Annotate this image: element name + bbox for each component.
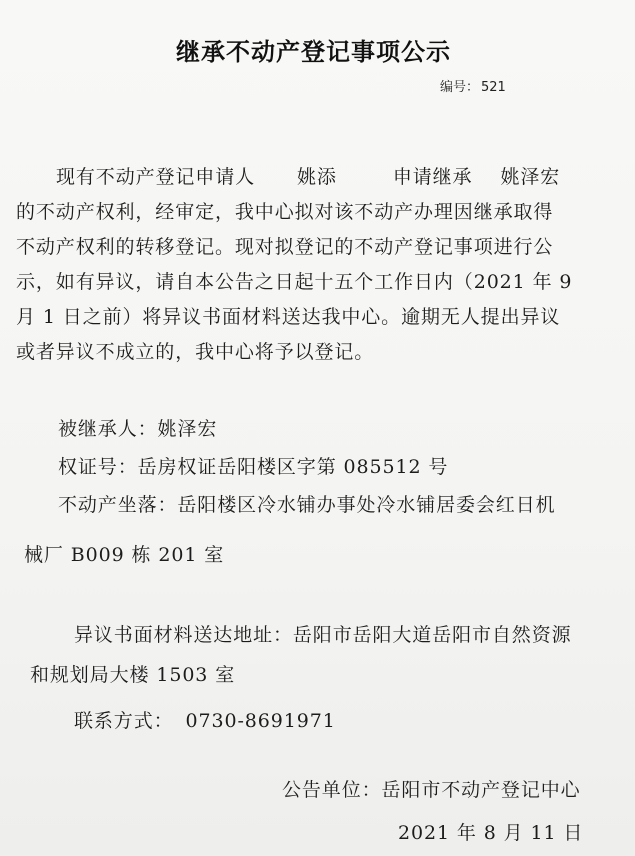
body-line-4: 示，如有异议，请自本公告之日起十五个工作日内（2021 年 9 [16, 271, 573, 293]
certificate-field [58, 452, 448, 479]
body-line-6: 或者异议不成立的，我中心将予以登记。 [16, 341, 375, 363]
issuer-field [282, 775, 581, 802]
location-label: 不动产坐落： [58, 494, 178, 516]
issuer-name: 岳阳市不动产登记中心 [381, 779, 581, 801]
location-field [58, 490, 556, 517]
objection-address-line-1: 岳阳市岳阳大道岳阳市自然资源 [292, 624, 572, 646]
contact-field [74, 706, 336, 733]
document-number-value: 521 [481, 80, 506, 95]
body-line-3: 不动产权利的转移登记。现对拟登记的不动产登记事项进行公 [16, 236, 554, 258]
certificate-label: 权证号： [58, 456, 138, 478]
body-line-1 [16, 160, 628, 195]
notice-body [16, 160, 628, 370]
issue-date: 2021 年 8 月 11 日 [398, 822, 584, 844]
location-value-line-1: 岳阳楼区冷水铺办事处冷水铺居委会红日机 [177, 494, 556, 516]
body-line-1-intro: 现有不动产登记申请人 [56, 166, 256, 188]
objection-address-field [74, 620, 572, 647]
document-title: 继承不动产登记事项公示 [176, 38, 451, 66]
body-line-5: 月 1 日之前）将异议书面材料送达我中心。逾期无人提出异议 [16, 306, 561, 328]
decedent-field [58, 414, 217, 441]
decedent-name-inline: 姚泽宏 [500, 166, 561, 188]
issuer-label: 公告单位： [282, 779, 382, 801]
certificate-value: 岳房权证岳阳楼区字第 085512 号 [137, 456, 449, 478]
objection-address-line-2: 和规划局大楼 1503 室 [30, 664, 236, 686]
document-number-label: 编号： [440, 80, 480, 95]
body-line-2: 的不动产权利，经审定，我中心拟对该不动产办理因继承取得 [16, 201, 554, 223]
objection-address-label: 异议书面材料送达地址： [74, 624, 293, 646]
decedent-label: 被继承人： [58, 418, 158, 440]
body-line-1-inherit: 申请继承 [392, 166, 473, 188]
decedent-value: 姚泽宏 [157, 418, 218, 440]
document-number [440, 76, 506, 95]
location-value-line-2: 械厂 B009 栋 201 室 [24, 544, 225, 566]
contact-label: 联系方式： [74, 710, 174, 732]
contact-phone: 0730-8691971 [185, 710, 336, 732]
applicant-name: 姚添 [297, 166, 337, 188]
